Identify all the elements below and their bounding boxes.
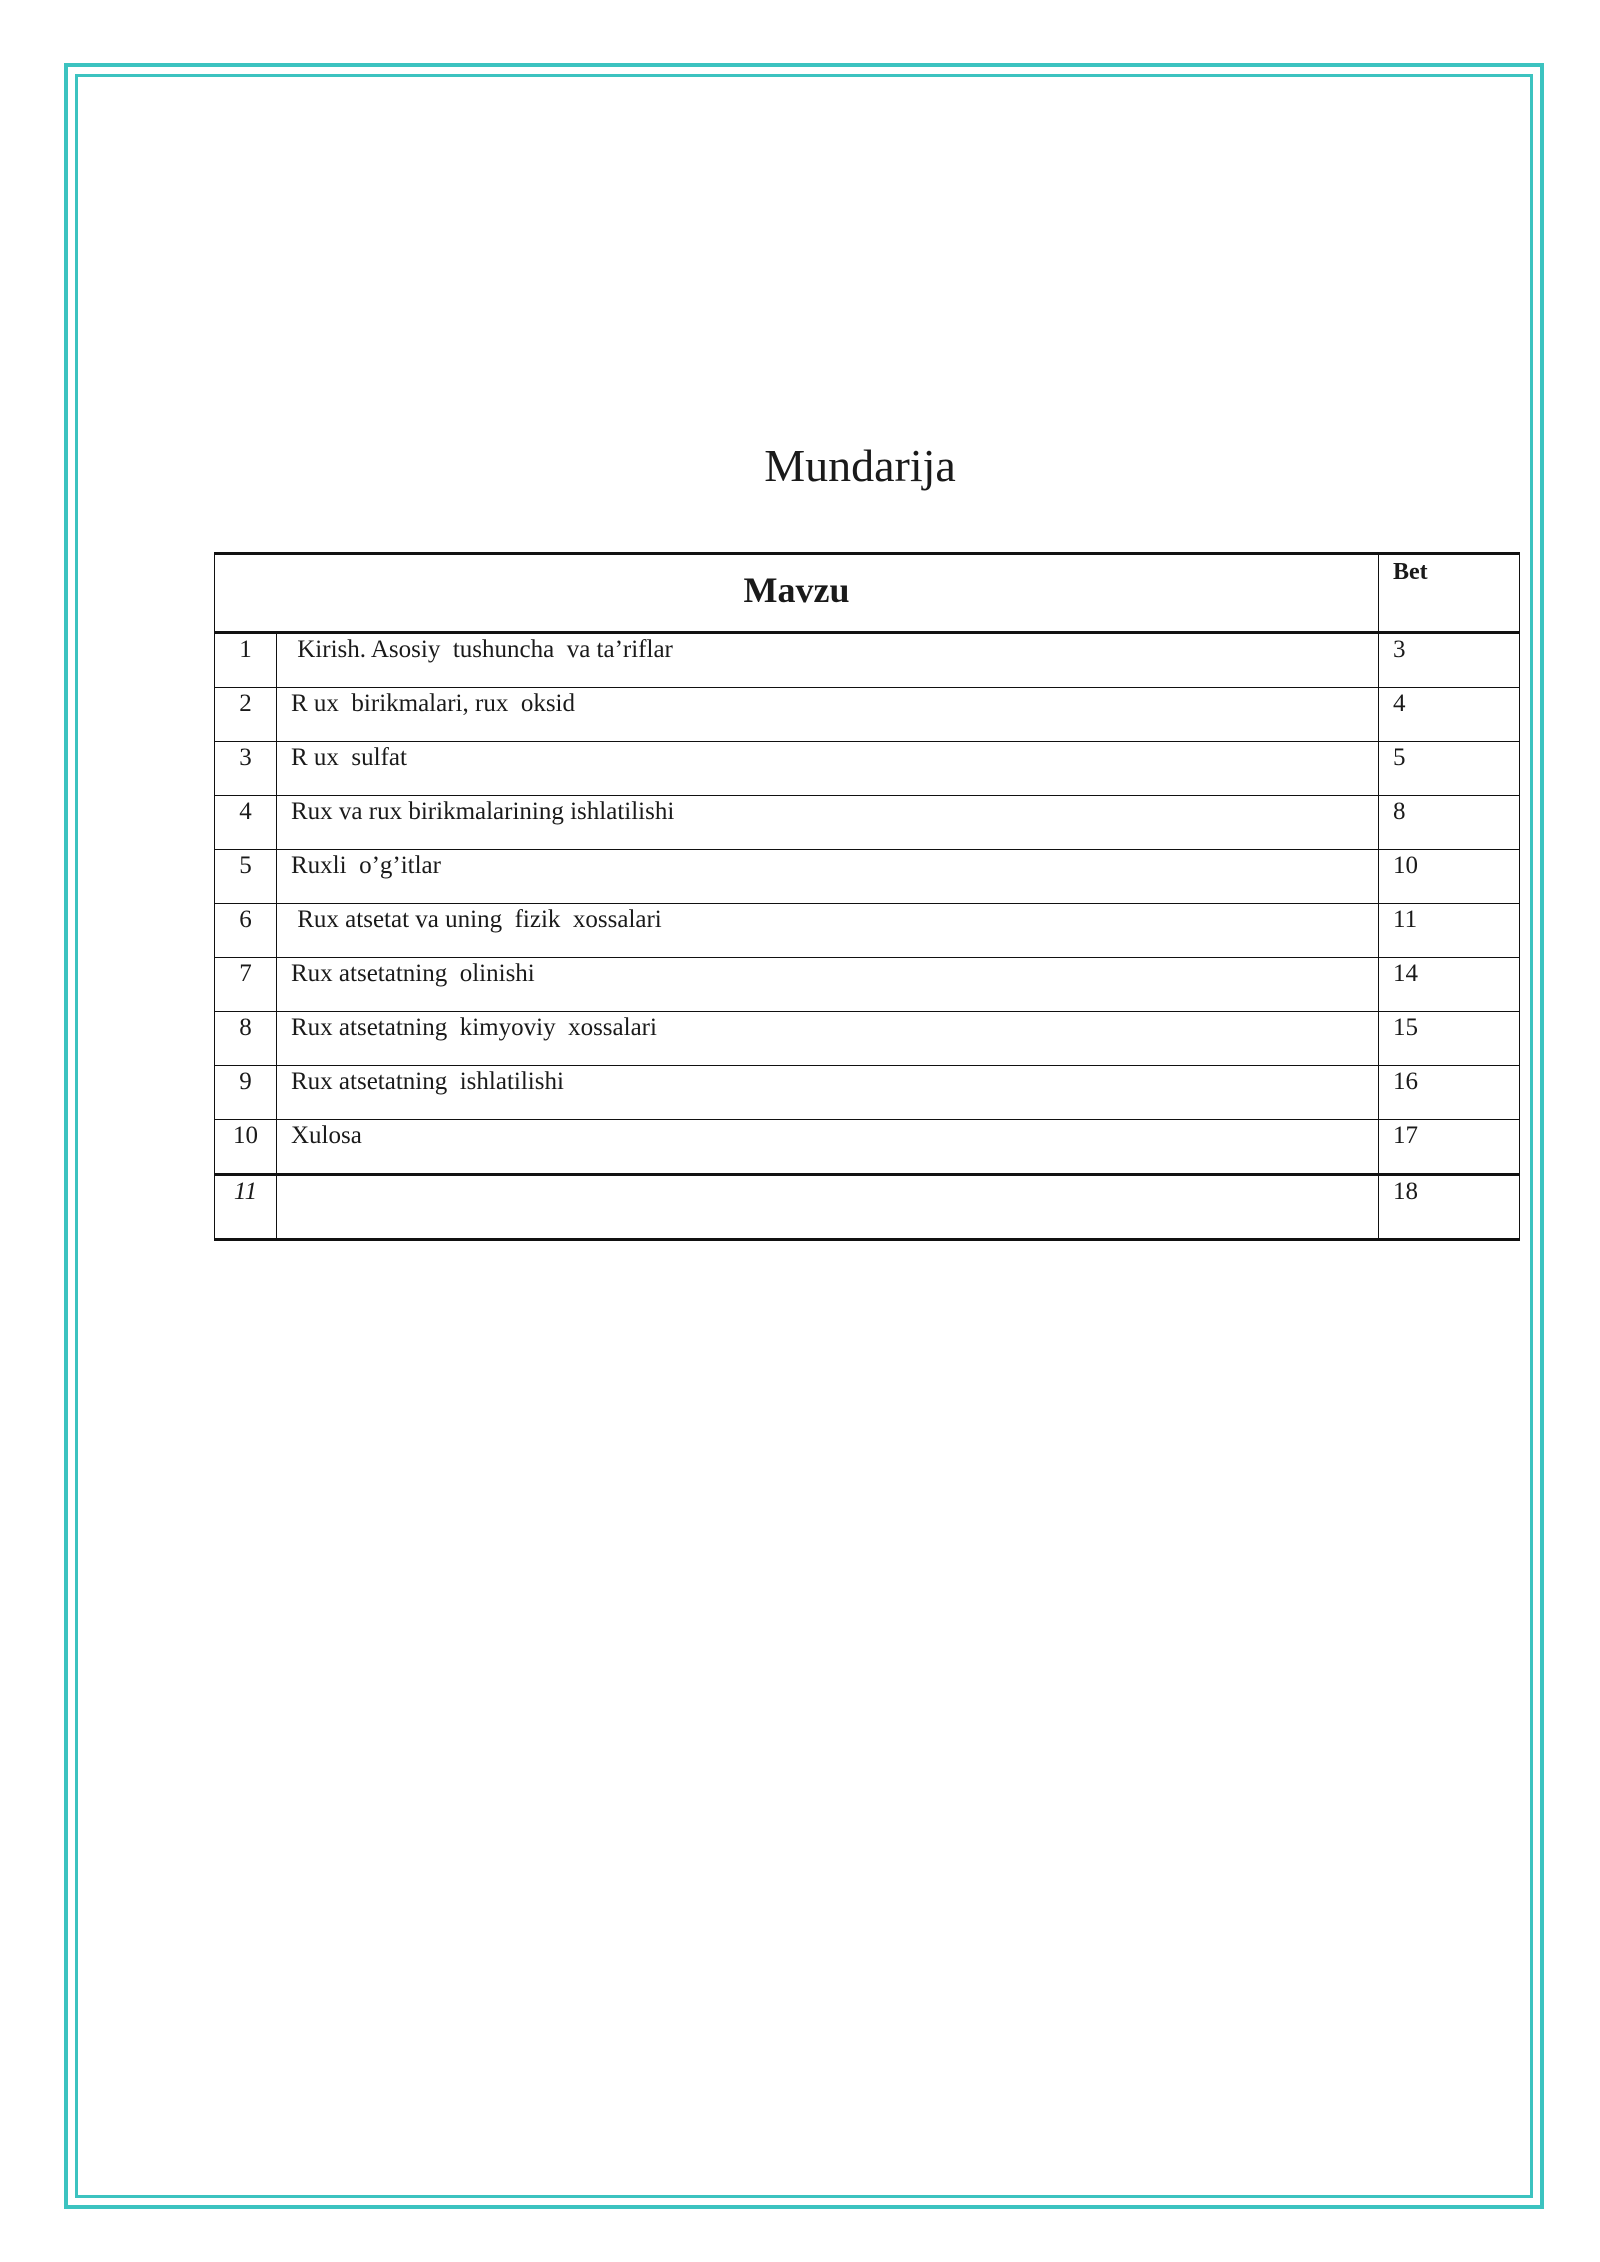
row-page-number: 18: [1379, 1175, 1520, 1240]
table-header-row: [215, 554, 1520, 633]
table-of-contents: [214, 552, 1520, 1241]
row-number: 2: [215, 688, 277, 742]
row-page-number: 8: [1379, 796, 1520, 850]
row-number: 9: [215, 1066, 277, 1120]
table-row: [215, 796, 1520, 850]
row-page-number: 10: [1379, 850, 1520, 904]
row-topic: Ruxli o’g’itlar: [277, 850, 1379, 904]
row-number: 5: [215, 850, 277, 904]
row-page-number: 15: [1379, 1012, 1520, 1066]
row-number: 11: [215, 1175, 277, 1240]
table-row: [215, 1066, 1520, 1120]
table-row: [215, 742, 1520, 796]
page-title: Mundarija: [764, 440, 956, 491]
column-header-page: Bet: [1379, 554, 1520, 633]
row-number: 3: [215, 742, 277, 796]
row-number: 8: [215, 1012, 277, 1066]
row-page-number: 16: [1379, 1066, 1520, 1120]
row-topic: Rux atsetat va uning fizik xossalari: [277, 904, 1379, 958]
row-topic: Rux atsetatning kimyoviy xossalari: [277, 1012, 1379, 1066]
row-topic: Kirish. Asosiy tushuncha va ta’riflar: [277, 633, 1379, 688]
row-number: 1: [215, 633, 277, 688]
row-topic: Rux va rux birikmalarining ishlatilishi: [277, 796, 1379, 850]
row-number: 4: [215, 796, 277, 850]
row-page-number: 17: [1379, 1120, 1520, 1175]
table-row: [215, 1012, 1520, 1066]
column-header-topic: Mavzu: [215, 554, 1379, 633]
table-row: [215, 688, 1520, 742]
row-topic: R ux sulfat: [277, 742, 1379, 796]
row-number: 10: [215, 1120, 277, 1175]
row-topic: [277, 1175, 1379, 1240]
table-row: [215, 958, 1520, 1012]
table-body: [215, 633, 1520, 1240]
table-row: [215, 904, 1520, 958]
row-topic: Rux atsetatning ishlatilishi: [277, 1066, 1379, 1120]
row-topic: Xulosa: [277, 1120, 1379, 1175]
table-row: [215, 633, 1520, 688]
row-page-number: 4: [1379, 688, 1520, 742]
table-row: [215, 1175, 1520, 1240]
row-page-number: 3: [1379, 633, 1520, 688]
table-row: [215, 1120, 1520, 1175]
row-topic: R ux birikmalari, rux oksid: [277, 688, 1379, 742]
row-page-number: 14: [1379, 958, 1520, 1012]
table-row: [215, 850, 1520, 904]
row-topic: Rux atsetatning olinishi: [277, 958, 1379, 1012]
row-page-number: 11: [1379, 904, 1520, 958]
row-number: 6: [215, 904, 277, 958]
row-page-number: 5: [1379, 742, 1520, 796]
row-number: 7: [215, 958, 277, 1012]
